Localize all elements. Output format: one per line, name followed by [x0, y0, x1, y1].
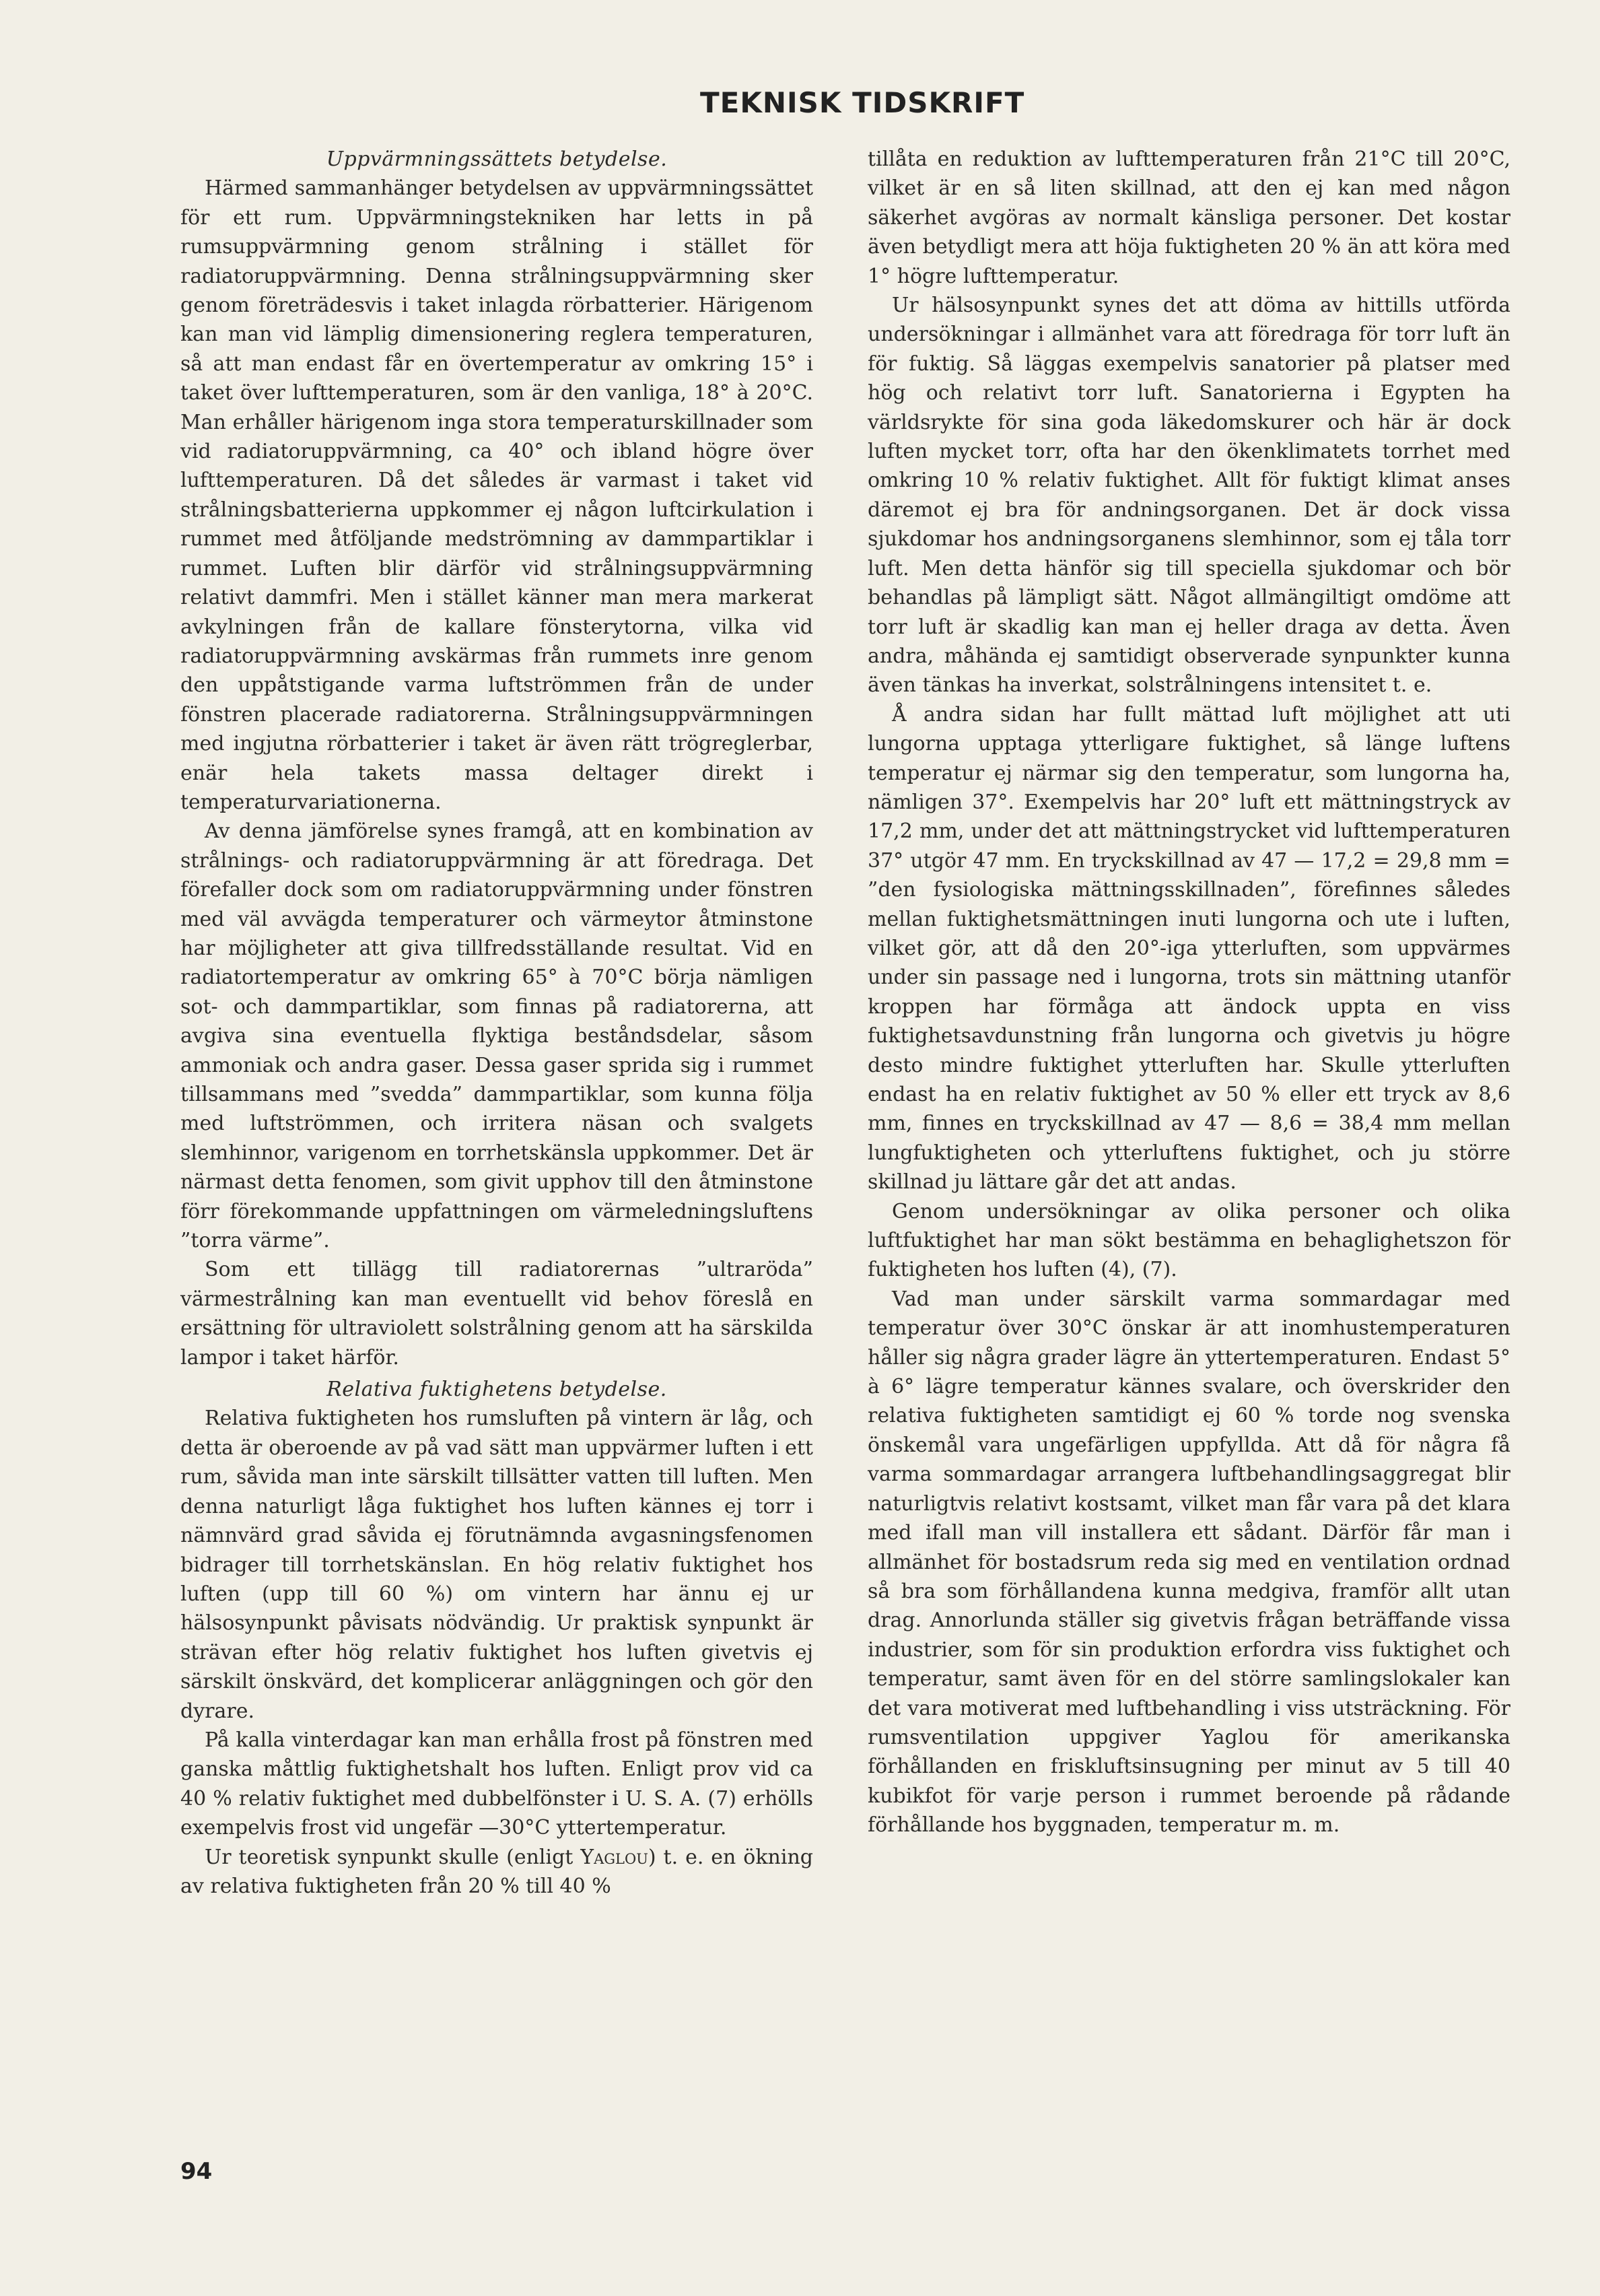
page-number: 94	[180, 2158, 213, 2185]
paragraph: Härmed sammanhänger betydelsen av uppvärmningssättet för ett rum. Uppvärmningstekniken har letts in på rumsuppvärmning genom strålning i stället för radiatoruppvärmning. Denna strålningsuppvärmning sker genom företrädesvis i taket inlagda rörbatterier. Härigenom kan man vid lämplig dimensionering reglera temperaturen, så att man endast får en övertemperatur av omkring 15° i taket över lufttemperaturen, som är den vanliga, 18° à 20°C. Man erhåller härigenom inga stora temperaturskillnader som vid radiatoruppvärmning, ca 40° och ibland högre över lufttemperaturen. Då det således är varmast i taket vid strålningsbatterierna uppkommer ej någon luftcirkulation i rummet med åtföljande medströmning av dammpartiklar i rummet. Luften blir därför vid strålningsuppvärmning relativt dammfri. Men i stället känner man mera markerat avkylningen från de kallare fönsterytorna, vilka vid radiatoruppvärmning avskärmas från rummets inre genom den uppåtstigande varma luftströmmen från de under fönstren placerade radiatorerna. Strålningsuppvärmningen med ingjutna rörbatterier i taket är även rätt trögreglerbar, enär hela takets massa deltager direkt i temperaturvariationerna.	[180, 176, 813, 814]
paragraph: På kalla vinterdagar kan man erhålla frost på fönstren med ganska måttlig fuktighetshalt hos luften. Enligt prov vid ca 40 % relativ fuktighet med dubbelfönster i U. S. A. (7) erhölls exempelvis frost vid ungefär —30°C yttertemperatur.	[180, 1728, 813, 1840]
paragraph: Av denna jämförelse synes framgå, att en kombination av strålnings- och radiatoruppvärmning är att föredraga. Det förefaller dock som om radiatoruppvärmning under fönstren med väl avvägda temperaturer och värmeytor åtminstone har möjligheter att giva tillfredsställande resultat. Vid en radiatortemperatur av omkring 65° à 70°C börja nämligen sot- och dammpartiklar, som finnas på radiatorerna, att avgiva sina eventuella flyktiga beståndsdelar, såsom ammoniak och andra gaser. Dessa gaser sprida sig i rummet tillsammans med ”svedda” dammpartiklar, som kunna följa med luftströmmen, och irritera näsan och svalgets slemhinnor, varigenom en torrhetskänsla uppkommer. Det är närmast detta fenomen, som givit upphov till den åtminstone förr förekommande uppfattningen om värmeledningsluftens ”torra värme”.	[180, 819, 813, 1253]
paragraph: Relativa fuktigheten hos rumsluften på vintern är låg, och detta är oberoende av på vad sätt man uppvärmer luften i ett rum, såvida man inte särskilt tillsätter vatten till luften. Men denna naturligt låga fuktighet hos luften kännes ej torr i nämnvärd grad såvida ej förutnämnda avgasningsfenomen bidrager till torrhetskänslan. En hög relativ fuktighet hos luften (upp till 60 %) om vintern har ännu ej ur hälsosynpunkt påvisats nödvändig. Ur praktisk synpunkt är strävan efter hög relativ fuktighet hos luften givetvis ej särskilt önskvärd, det komplicerar anläggningen och gör den dyrare.	[180, 1407, 813, 1723]
section-heading-heating: Uppvärmningssättets betydelse.	[326, 147, 668, 171]
author-name: Yaglou	[580, 1845, 648, 1869]
paragraph: Som ett tillägg till radiatorernas ”ultraröda” värmestrålning kan man eventuellt vid behov föreslå en ersättning för ultraviolett solstrålning genom att ha särskilda lampor i taket härför.	[180, 1258, 813, 1370]
left-column	[180, 145, 813, 1901]
text-run: ) t. e. en ökning av relativa fuktigheten från 20 % till 40 %	[180, 1845, 813, 1898]
paragraph: Genom undersökningar av olika personer och olika luftfuktighet har man sökt bestämma en behaglighetszon för fuktigheten hos luften (4), (7).	[868, 1199, 1510, 1282]
paragraph: tillåta en reduktion av lufttemperaturen från 21°C till 20°C, vilket är en så liten skillnad, att den ej kan med någon säkerhet avgöras av normalt känsliga personer. Det kostar även betydligt mera att höja fuktigheten 20 % än att köra med 1° högre lufttemperatur.	[868, 147, 1510, 288]
paragraph: Å andra sidan har fullt mättad luft möjlighet att uti lungorna upptaga ytterligare fuktighet, så länge luftens temperatur ej närmar sig den temperatur, som lungorna ha, nämligen 37°. Exempelvis har 20° luft ett mättningstryck av 17,2 mm, under det att mättningstrycket vid lufttemperaturen 37° utgör 47 mm. En tryckskillnad av 47 — 17,2 = 29,8 mm = ”den fysiologiska mättningsskillnaden”, förefinnes således mellan fuktighetsmättningen inuti lungorna och ute i luften, vilket gör, att då den 20°-iga ytterluften, som uppvärmes under sin passage ned i lungorna, trots sin mättning utanför kroppen har förmåga att ändock uppta en viss fuktighetsavdunstning från lungorna och givetvis ju högre desto mindre fuktighet ytterluften har. Skulle ytterluften endast ha en relativ fuktighet av 50 % eller ett tryck av 8,6 mm, finnes en tryckskillnad av 47 — 8,6 = 38,4 mm mellan lungfuktigheten och ytterluftens fuktighet, och ju större skillnad ju lättare går det att andas.	[868, 702, 1510, 1194]
paragraph: Vad man under särskilt varma sommardagar med temperatur över 30°C önskar är att inomhustemperaturen håller sig några grader lägre än yttertemperaturen. Endast 5° à 6° lägre temperatur kännes svalare, och överskrider den relativa fuktigheten samtidigt ej 60 % torde nog svenska önskemål vara ungefärligen uppfyllda. Att då för några få varma sommardagar arrangera luftbehandlingsaggregat blir naturligtvis relativt kostsamt, vilket man får vara på det klara med ifall man vill installera ett sådant. Därför får man i allmänhet för bostadsrum reda sig med en ventilation ordnad så bra som förhållandena kunna medgiva, framför allt utan drag. Annorlunda ställer sig givetvis frågan beträffande vissa industrier, som för sin produktion erfordra viss fuktighet och temperatur, samt även för en del större samlingslokaler kan det vara motiverat med luftbehandling i viss utsträckning. För rumsventilation uppgiver Yaglou för amerikanska förhållanden en friskluftsinsugning per minut av 5 till 40 kubikfot för varje person i rummet beroende på rådande förhållande hos byggnaden, temperatur m. m.	[868, 1287, 1510, 1837]
text-run: Ur teoretisk synpunkt skulle (enligt	[205, 1845, 581, 1869]
journal-header: TEKNISK TIDSKRIFT	[700, 86, 1025, 119]
right-column	[868, 145, 1510, 1840]
paragraph	[180, 1843, 813, 1901]
section-heading-humidity: Relativa fuktighetens betydelse.	[326, 1378, 667, 1402]
paragraph: Ur hälsosynpunkt synes det att döma av hittills utförda undersökningar i allmänhet vara att föredraga för torr luft än för fuktig. Så läggas exempelvis sanatorier på platser med hög och relativt torr luft. Sanatorierna i Egypten ha världsrykte för sina goda läkedomskurer och här är dock luften mycket torr, ofta har den ökenklimatets torrhet med omkring 10 % relativ fuktighet. Allt för fuktigt klimat anses däremot ej bra för andningsorganen. Det är dock vissa sjukdomar hos andningsorganens slemhinnor, som ej tåla torr luft. Men detta hänför sig till speciella sjukdomar och bör behandlas på lämpligt sätt. Något allmängiltigt omdöme att torr luft är skadlig kan man ej heller draga av detta. Även andra, måhända ej samtidigt observerade synpunkter kunna även tänkas ha inverkat, solstrålningens intensitet t. e.	[868, 294, 1510, 698]
